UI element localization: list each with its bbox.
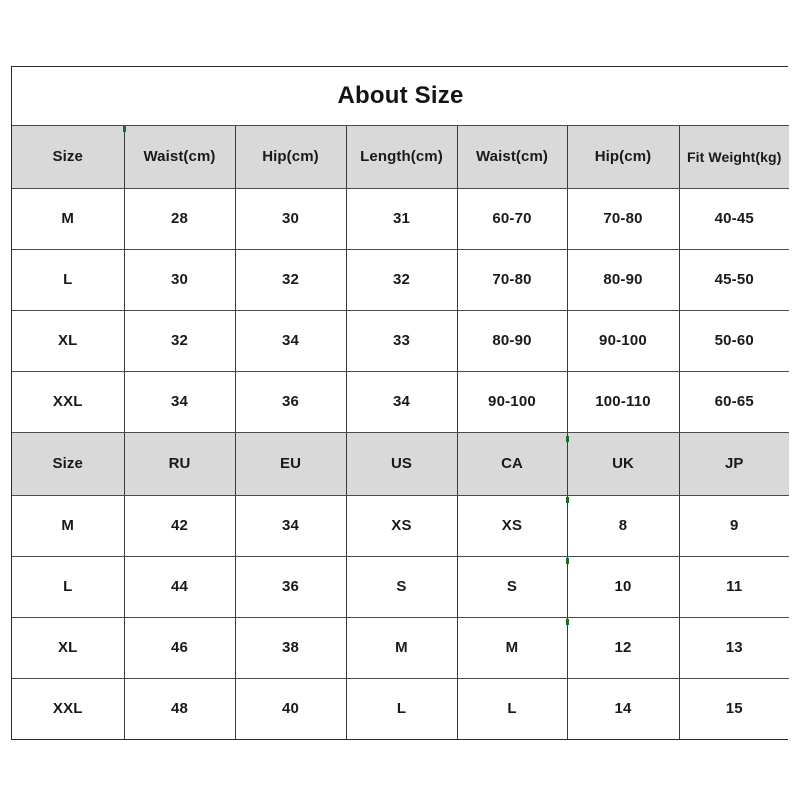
cell-size: XL xyxy=(12,617,124,678)
table-row xyxy=(12,371,789,432)
cell-us: XS xyxy=(346,495,457,556)
cell-fit-weight-kg: 50-60 xyxy=(679,310,789,371)
header-cell-waist-cm: Waist(cm) xyxy=(124,125,235,188)
table-row xyxy=(12,249,789,310)
cell-jp: 11 xyxy=(679,556,789,617)
size-table xyxy=(12,67,789,739)
cell-fit-weight-kg: 45-50 xyxy=(679,249,789,310)
cell-uk: 8 xyxy=(567,495,679,556)
header-cell-size: Size xyxy=(12,432,124,495)
cell-waist-cm: 28 xyxy=(124,188,235,249)
size-table-body xyxy=(12,67,789,739)
cell-waist-body-cm: 90-100 xyxy=(457,371,567,432)
cell-uk: 12 xyxy=(567,617,679,678)
cell-length-cm: 34 xyxy=(346,371,457,432)
cell-waist-cm: 30 xyxy=(124,249,235,310)
cell-length-cm: 33 xyxy=(346,310,457,371)
title-row xyxy=(12,67,789,125)
cell-waist-body-cm: 80-90 xyxy=(457,310,567,371)
cell-ru: 42 xyxy=(124,495,235,556)
table-row xyxy=(12,556,789,617)
table-row xyxy=(12,617,789,678)
cell-size: M xyxy=(12,495,124,556)
cell-jp: 15 xyxy=(679,678,789,739)
header-cell-length-cm: Length(cm) xyxy=(346,125,457,188)
cell-size: M xyxy=(12,188,124,249)
cell-length-cm: 31 xyxy=(346,188,457,249)
header-cell-waist-body-cm: Waist(cm) xyxy=(457,125,567,188)
header-cell-ru: RU xyxy=(124,432,235,495)
cell-size: L xyxy=(12,249,124,310)
header-cell-size: Size xyxy=(12,125,124,188)
cell-waist-cm: 32 xyxy=(124,310,235,371)
cell-hip-body-cm: 100-110 xyxy=(567,371,679,432)
cell-hip-body-cm: 80-90 xyxy=(567,249,679,310)
cell-us: M xyxy=(346,617,457,678)
header-cell-uk: UK xyxy=(567,432,679,495)
cell-ca: XS xyxy=(457,495,567,556)
cell-us: S xyxy=(346,556,457,617)
cell-fit-weight-kg: 40-45 xyxy=(679,188,789,249)
table-row xyxy=(12,678,789,739)
cell-waist-cm: 34 xyxy=(124,371,235,432)
cell-ca: L xyxy=(457,678,567,739)
header-cell-us: US xyxy=(346,432,457,495)
cell-uk: 10 xyxy=(567,556,679,617)
cell-waist-body-cm: 60-70 xyxy=(457,188,567,249)
header-cell-hip-body-cm: Hip(cm) xyxy=(567,125,679,188)
title-cell xyxy=(12,67,789,125)
cell-ca: M xyxy=(457,617,567,678)
cell-hip-body-cm: 70-80 xyxy=(567,188,679,249)
page-title: About Size xyxy=(337,81,464,109)
cell-size: XXL xyxy=(12,678,124,739)
cell-hip-cm: 32 xyxy=(235,249,346,310)
cell-ru: 48 xyxy=(124,678,235,739)
cell-size: XL xyxy=(12,310,124,371)
cell-eu: 40 xyxy=(235,678,346,739)
cell-eu: 38 xyxy=(235,617,346,678)
cell-ru: 46 xyxy=(124,617,235,678)
cell-length-cm: 32 xyxy=(346,249,457,310)
table-row xyxy=(12,188,789,249)
cell-us: L xyxy=(346,678,457,739)
header-cell-jp: JP xyxy=(679,432,789,495)
size-chart-table xyxy=(11,66,788,740)
cell-hip-cm: 30 xyxy=(235,188,346,249)
cell-hip-body-cm: 90-100 xyxy=(567,310,679,371)
table-row xyxy=(12,310,789,371)
cell-eu: 34 xyxy=(235,495,346,556)
cell-size: XXL xyxy=(12,371,124,432)
cell-hip-cm: 34 xyxy=(235,310,346,371)
cell-jp: 9 xyxy=(679,495,789,556)
cell-waist-body-cm: 70-80 xyxy=(457,249,567,310)
cell-hip-cm: 36 xyxy=(235,371,346,432)
header-row-measurements xyxy=(12,125,789,188)
header-cell-hip-cm: Hip(cm) xyxy=(235,125,346,188)
header-cell-ca: CA xyxy=(457,432,567,495)
header-cell-eu: EU xyxy=(235,432,346,495)
cell-ca: S xyxy=(457,556,567,617)
cell-size: L xyxy=(12,556,124,617)
header-row-international xyxy=(12,432,789,495)
cell-uk: 14 xyxy=(567,678,679,739)
cell-ru: 44 xyxy=(124,556,235,617)
cell-fit-weight-kg: 60-65 xyxy=(679,371,789,432)
header-cell-fit-weight-kg: Fit Weight(kg) xyxy=(679,125,789,188)
table-row xyxy=(12,495,789,556)
cell-jp: 13 xyxy=(679,617,789,678)
cell-eu: 36 xyxy=(235,556,346,617)
